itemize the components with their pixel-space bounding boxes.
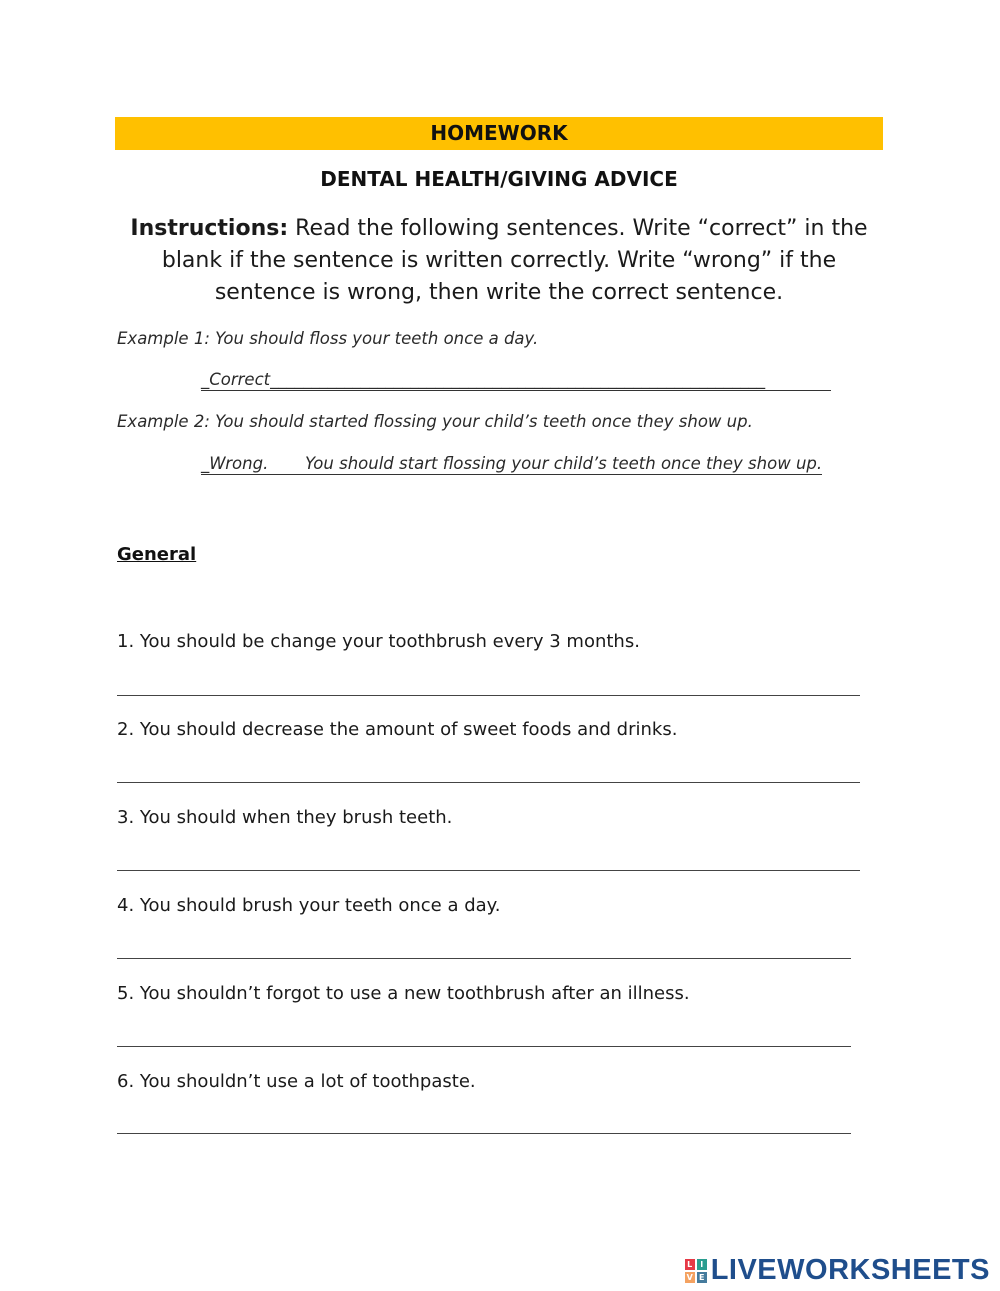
- section-title: General: [117, 544, 197, 565]
- logo-text: LIVEWORKSHEETS: [710, 1254, 990, 1286]
- answer-line-3[interactable]: [117, 870, 860, 871]
- answer-line-5[interactable]: [117, 1046, 851, 1047]
- logo-mark-i: I: [697, 1259, 707, 1270]
- answer-line-1[interactable]: [117, 695, 860, 696]
- liveworksheets-mark-icon: [685, 1259, 707, 1283]
- example-1-sentence: Example 1: You should floss your teeth once a day.: [117, 329, 539, 348]
- instructions-text: Read the following sentences. Write “correct” in the blank if the sentence is written correctly. Write “wrong” if the sentence is wrong, then write the correct sentence.: [161, 216, 868, 305]
- question-4: 4. You should brush your teeth once a day.: [117, 895, 501, 916]
- worksheet-subtitle: DENTAL HEALTH/GIVING ADVICE: [320, 167, 678, 191]
- homework-banner: HOMEWORK: [115, 117, 883, 150]
- example-2-answer: _Wrong. You should start flossing your child’s teeth once they show up.: [201, 454, 823, 473]
- question-2: 2. You should decrease the amount of sweet foods and drinks.: [117, 719, 678, 740]
- logo-mark-l: L: [685, 1259, 695, 1270]
- liveworksheets-logo[interactable]: [685, 1254, 990, 1287]
- answer-line-2[interactable]: [117, 782, 860, 783]
- question-6: 6. You shouldn’t use a lot of toothpaste.: [117, 1071, 476, 1092]
- example-1-answer: _Correct____________________________________________________________: [201, 370, 831, 391]
- instructions: [130, 213, 868, 309]
- logo-mark-e: E: [697, 1272, 707, 1283]
- instructions-label: Instructions:: [130, 216, 289, 241]
- example-2-sentence: Example 2: You should started flossing your child’s teeth once they show up.: [117, 412, 753, 431]
- question-5: 5. You shouldn’t forgot to use a new toothbrush after an illness.: [117, 983, 690, 1004]
- question-1: 1. You should be change your toothbrush every 3 months.: [117, 631, 640, 652]
- answer-line-4[interactable]: [117, 958, 851, 959]
- logo-mark-v: V: [686, 1272, 693, 1282]
- question-3: 3. You should when they brush teeth.: [117, 807, 453, 828]
- answer-line-6[interactable]: [117, 1133, 851, 1134]
